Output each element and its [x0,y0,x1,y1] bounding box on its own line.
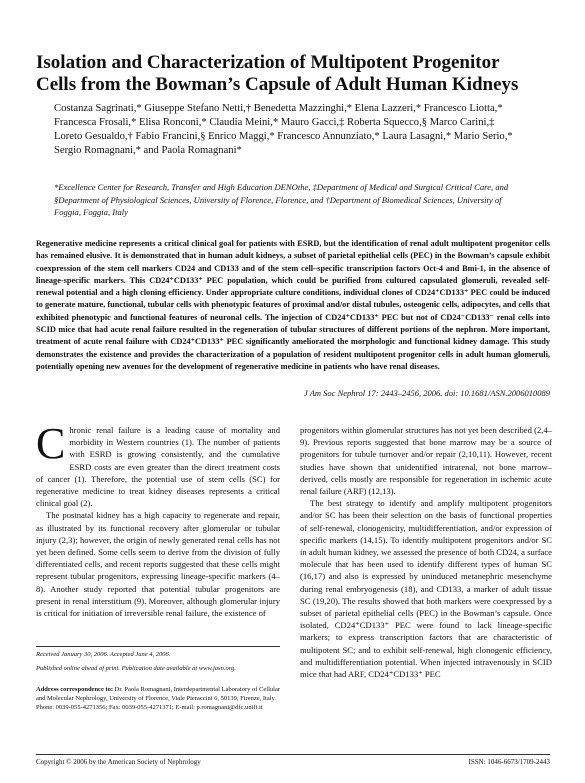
published-note: Published online ahead of print. Publication date available at www.jasn.org. [36,665,236,672]
correspondence-label: Address correspondence to: [36,686,114,693]
paragraph: progenitors within glomerular structures has not yet been described (2,4–9). Previous reports suggested that bone marrow may be a source of progenitors for tubule turnover and/or repair (2,10,11). However, recent studies have shown that unidentified intrarenal, not bone marrow–derived, cells mostly are responsible for regeneration in ischemic acute renal failure (ARF) (12,13). [300,425,552,497]
body-column-left [36,419,280,619]
correspondence-note [36,685,280,712]
footer-divider [36,754,550,755]
footnotes [36,650,280,678]
paragraph: The best strategy to identify and amplify multipotent progenitors and/or SC has been their selection on the basis of functional properties of self-renewal, clonogenicity, multidifferentiation, and/or expression of specific markers (14,15). To identify multipotent progenitors and/or SC in adult human kidney, we assessed the presence of both CD24, a surface molecule that has been used to identify different types of human SC (16,17) and also is expressed by uninduced metanephric mesenchyme during renal embryogenesis (18), and CD133, a marker of adult tissue SC (19,20). The results showed that both markers were coexpressed by a subset of parietal epithelial cells (PEC) in the Bowman’s capsule. Once isolated, CD24⁺CD133⁺ PEC were found to lack lineage-specific markers; to express transcription factors that are characteristic of multipotent SC; and to exhibit self-renewal, high clonogenic efficiency, and multidifferentiation potential. When injected intravenously in SCID mice that had ARF, CD24⁺CD133⁺ PEC [300,498,552,680]
received-note: Received January 30, 2006. Accepted June 4, 2006. [36,651,171,658]
footnote-divider [36,646,280,647]
author-list: Costanza Sagrinati,* Giuseppe Stefano Netti,† Benedetta Mazzinghi,* Elena Lazzeri,* Francesco Liotta,* Francesca Frosali,* Elisa Ronconi,* Claudia Meini,* Mauro Gacci,‡ Roberta Squecco,§ Marco Carini,‡ Loreto Gesualdo,† Fabio Francini,§ Enrico Maggi,* Francesco Annunziato,* Laura Lasagni,* Mario Serio,* Sergio Romagnani,* and Paola Romagnani* [54,103,513,156]
body-column-right [300,424,552,680]
article-title [36,52,556,96]
paragraph: The postnatal kidney has a high capacity to regenerate and repair, as illustrated by its functional recovery after glomerular or tubular injury (2,3); however, the origin of newly generated renal cells has not yet been defined. Some cells seem to derive from the division of fully differentiated cells, and recent reports suggested that these cells might represent tubular progenitors, expressing lineage-specific markers (4–8). Another study reported that potential tubular progenitors are present in renal interstitium (9). Moreover, although glomerular injury is critical for initiation of irreversible renal failure, the existence of [36,510,280,619]
article-title-line-2: Cells from the Bowman’s Capsule of Adult Human Kidneys [36,74,519,95]
article-title-line-1: Isolation and Characterization of Multipotent Progenitor [36,52,500,73]
drop-cap: C [36,419,66,468]
abstract: Regenerative medicine represents a critical clinical goal for patients with ESRD, but the identification of renal adult multipotent progenitor cells has remained elusive. It is demonstrated that in human adult kidneys, a subset of parietal epithelial cells (PEC) in the Bowman’s capsule exhibit coexpression of the stem cell markers CD24 and CD133 and of the stem cell–specific transcription factors Oct-4 and Bmi-1, in the absence of lineage-specific markers. This CD24⁺CD133⁺ PEC population, which could be purified from cultured capsulated glomeruli, revealed self-renewal potential and a high cloning efficiency. Under appropriate culture conditions, individual clones of CD24⁺CD133⁺ PEC could be induced to generate mature, functional, tubular cells with phenotypic features of proximal and/or distal tubules, osteogenic cells, adipocytes, and cells that exhibited phenotypic and functional features of neuronal cells. The injection of CD24⁺CD133⁺ PEC but not of CD24⁻CD133⁻ renal cells into SCID mice that had acute renal failure resulted in the regeneration of tubular structures of different portions of the nephron. More important, treatment of acute renal failure with CD24⁺CD133⁺ PEC significantly ameliorated the morphologic and functional kidney damage. This study demonstrates the existence and provides the characterization of a population of resident multipotent progenitor cells in adult human glomeruli, potentially opening new avenues for the development of regenerative medicine in patients who have renal diseases. [36,239,550,371]
copyright: Copyright © 2006 by the American Society of Nephrology [36,758,201,766]
affiliations: *Excellence Center for Research, Transfer and High Education DENOthe, ‡Department of Medical and Surgical Critical Care, and §Department of Physiological Sciences, University of Florence, Florence, and †Department of Biomedical Sciences, University of Foggia, Foggia, Italy [54,182,509,217]
citation: J Am Soc Nephrol 17: 2443–2456, 2006. doi: 10.1681/ASN.2006010089 [303,388,550,398]
correspondence-text: Dr. Paola Romagnani, Interdepartmental Laboratory of Cellular and Molecular Nephrology, University of Florence, Viale Pieraccini 6, 50139, Firenze, Italy. Phone: 0039-055-4271356; Fax: 0039-055-4271371; E-mail: p.romagnani@dfc.unifi.it [36,686,281,711]
issn: ISSN: 1046-6673/1709-2443 [468,758,550,766]
paragraph-text: hronic renal failure is a leading cause of mortality and morbidity in Western countries (1). The number of patients with ESRD is growing consistently, and the cumulative ESRD costs are even greater than the direct treatment costs of cancer (1). Therefore, the potential use of stem cells (SC) for regenerative medicine to treat kidney diseases represents a critical clinical goal (2). [36,425,280,509]
paragraph [36,419,280,509]
